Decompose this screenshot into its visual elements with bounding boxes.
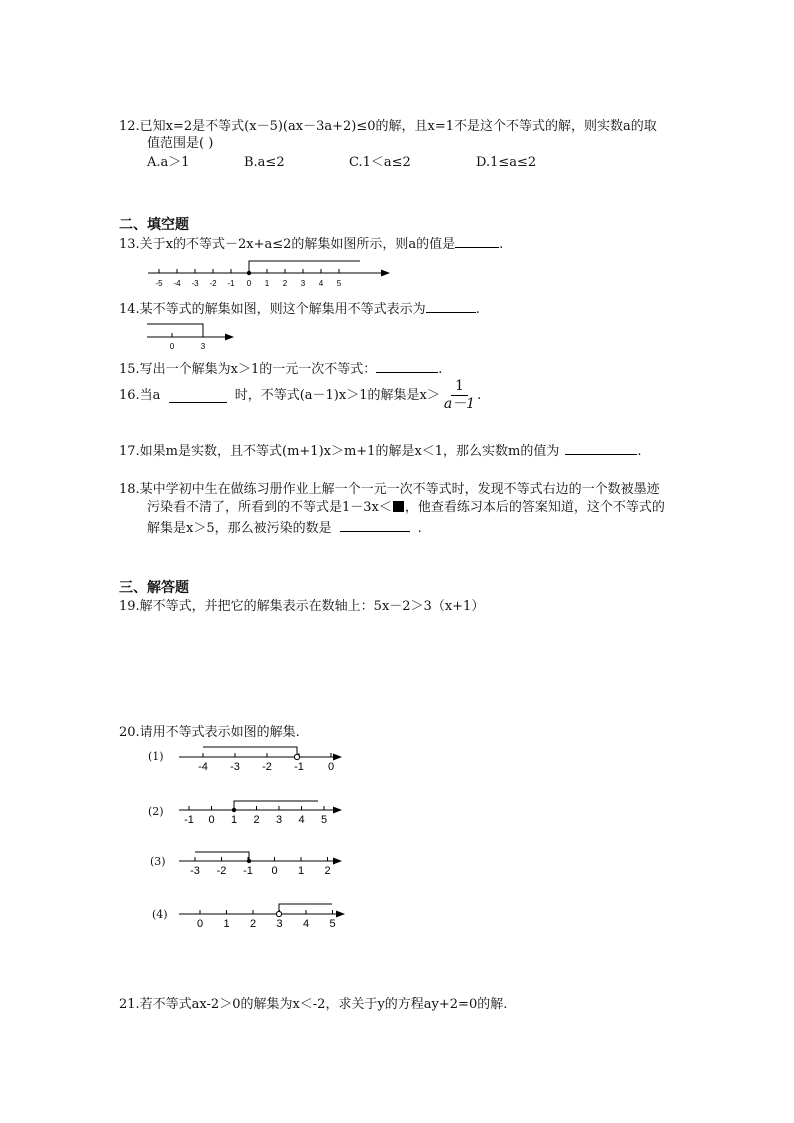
q20-4-tick-label: 1 (223, 918, 230, 930)
q12-option-b: B.a≤2 (244, 155, 285, 170)
q12-line2: 值范围是( ) (147, 136, 214, 151)
q20-3-axis-arrow (333, 858, 342, 865)
q15-text-before: 15.写出一个解集为x＞1的一元一次不等式： (119, 362, 377, 377)
q18-line2-before: 污染看不清了，所看到的不等式是1－3x＜ (147, 500, 392, 515)
q20-1-tick-label: 0 (327, 761, 335, 772)
q20-2-tick-label: 2 (253, 814, 260, 825)
q18-line3-before: 解集是x＞5，那么被污染的数是 (147, 521, 332, 536)
q20-2-tick-label: 4 (298, 814, 305, 825)
q18-line3-after: . (417, 521, 422, 536)
q15-answer-blank[interactable] (376, 359, 438, 373)
q17-text-after: . (637, 444, 642, 459)
q20-number-line-4 (175, 898, 350, 930)
q13-tick-label: 5 (336, 279, 342, 288)
q17-text-before: 17.如果m是实数，且不等式(m+1)x＞m+1的解是x＜1，那么实数m的值为 (119, 444, 560, 459)
q12-option-a: A.a＞1 (147, 155, 190, 170)
q12-option-d: D.1≤a≤2 (476, 155, 537, 170)
q13-text (119, 234, 503, 254)
q13-number-line (145, 257, 395, 293)
q13-tick-label: -3 (191, 279, 199, 288)
q18-answer-blank[interactable] (340, 518, 410, 532)
q20-4-tick-label: 0 (196, 918, 204, 930)
q20-3-tick-label: 1 (297, 865, 305, 876)
q13-axis-arrow (381, 270, 390, 277)
q20-2-axis-arrow (333, 807, 342, 814)
q13-solution-bracket (249, 261, 360, 273)
q14-text (119, 299, 480, 319)
q20-1-open-endpoint (294, 754, 299, 759)
q20-number-line-3 (175, 846, 347, 876)
q18-line2 (147, 498, 665, 517)
q20-3-closed-endpoint (247, 859, 251, 863)
q18-line3 (147, 518, 422, 538)
q16-fraction-numerator: 1 (451, 378, 468, 396)
q19-text: 19.解不等式，并把它的解集表示在数轴上：5x－2＞3（x+1） (119, 599, 485, 614)
q16-fraction (442, 378, 477, 413)
q13-tick-label: 2 (282, 279, 288, 288)
q20-3-tick-label: 0 (271, 865, 278, 876)
q20-3-tick-label: -1 (243, 865, 253, 876)
q20-1-tick-label: -2 (262, 761, 272, 772)
q14-solution-bracket (147, 324, 203, 337)
section-heading-fill-blank: 二、填空题 (119, 217, 189, 233)
q13-tick-label: -4 (173, 279, 181, 288)
q20-1-tick-label: -3 (230, 761, 240, 772)
q20-1-tick-label: -1 (294, 761, 304, 772)
q14-axis-arrow (225, 334, 234, 341)
q14-text-after: . (475, 302, 480, 317)
section-heading-solve: 三、解答题 (119, 580, 189, 596)
q13-tick-label: -5 (155, 279, 163, 288)
ink-blot-icon (393, 501, 404, 512)
q20-4-open-endpoint (276, 911, 281, 916)
q13-tick-label: -2 (209, 279, 217, 288)
q14-number-line (145, 320, 240, 352)
q16-text-before: 16.当a (119, 388, 161, 403)
q21-text: 21.若不等式ax-2＞0的解集为x＜-2，求关于y的方程ay+2=0的解. (119, 997, 508, 1012)
q13-answer-blank[interactable] (455, 234, 499, 248)
q20-1-solution-bracket (203, 747, 297, 754)
q13-tick-label: 1 (264, 279, 270, 288)
q18-line2-after: ，他查看练习本后的答案知道，这个不等式的 (404, 500, 665, 515)
q20-4-solution-bracket (279, 904, 332, 911)
q20-3-tick-label: -3 (190, 865, 200, 876)
q16-fraction-denominator: a－1 (443, 396, 476, 412)
q18-line1: 18.某中学初中生在做练习册作业上解一个一元一次不等式时，发现不等式右边的一个数被墨迹 (119, 482, 660, 497)
q14-tick-label: 3 (200, 342, 206, 351)
q20-text: 20.请用不等式表示如图的解集. (119, 725, 300, 740)
q20-4-tick-label: 2 (249, 918, 257, 930)
q12-line1: 12.已知x=2是不等式(x－5)(ax－3a+2)≤0的解，且x=1不是这个不等式的解，则实数a的取 (119, 119, 657, 134)
q20-2-tick-label: -1 (184, 814, 194, 825)
q20-2-tick-label: 3 (275, 814, 283, 825)
q13-tick-label: 0 (246, 279, 252, 288)
q20-3-tick-label: 2 (324, 865, 331, 876)
q13-closed-endpoint (247, 271, 251, 275)
q13-tick-label: 3 (300, 279, 306, 288)
q20-4-axis-arrow (336, 911, 345, 918)
q14-tick-label: 0 (169, 342, 175, 351)
q20-item-1-label: (1) (148, 750, 164, 763)
q15-text-after: . (438, 362, 443, 377)
q16-text-after: . (477, 388, 482, 403)
q20-4-tick-label: 3 (276, 918, 283, 930)
q15-text (119, 359, 442, 379)
q20-1-axis-arrow (333, 754, 342, 761)
q20-2-tick-label: 0 (208, 814, 215, 825)
q20-3-tick-label: -2 (216, 865, 227, 876)
q16-answer-blank[interactable] (169, 389, 227, 403)
q20-item-3-label: (3) (150, 855, 166, 868)
q20-item-4-label: (4) (152, 908, 168, 921)
q20-number-line-1 (175, 742, 347, 772)
q20-number-line-2 (175, 795, 347, 825)
q17-answer-blank[interactable] (565, 441, 637, 455)
q14-answer-blank[interactable] (426, 299, 476, 313)
q20-4-tick-label: 5 (329, 918, 336, 930)
q13-tick-label: -1 (227, 279, 235, 288)
q14-text-before: 14.某不等式的解集如图，则这个解集用不等式表示为 (119, 302, 426, 317)
q20-2-closed-endpoint (232, 808, 236, 812)
q20-4-tick-label: 4 (302, 918, 310, 930)
q12-option-c: C.1＜a≤2 (349, 155, 411, 170)
q20-2-tick-label: 1 (230, 814, 238, 825)
q16-text (119, 378, 481, 413)
q20-2-tick-label: 5 (320, 814, 328, 825)
q13-text-before: 13.关于x的不等式－2x+a≤2的解集如图所示，则a的值是 (119, 237, 456, 252)
q17-text (119, 441, 642, 461)
q13-text-after: . (499, 237, 504, 252)
q20-2-solution-bracket (234, 801, 318, 810)
q16-text-mid: 时，不等式(a－1)x＞1的解集是x＞ (234, 388, 440, 403)
q20-1-tick-label: -4 (198, 761, 208, 772)
q20-item-2-label: (2) (148, 805, 164, 818)
q13-tick-label: 4 (318, 279, 324, 288)
